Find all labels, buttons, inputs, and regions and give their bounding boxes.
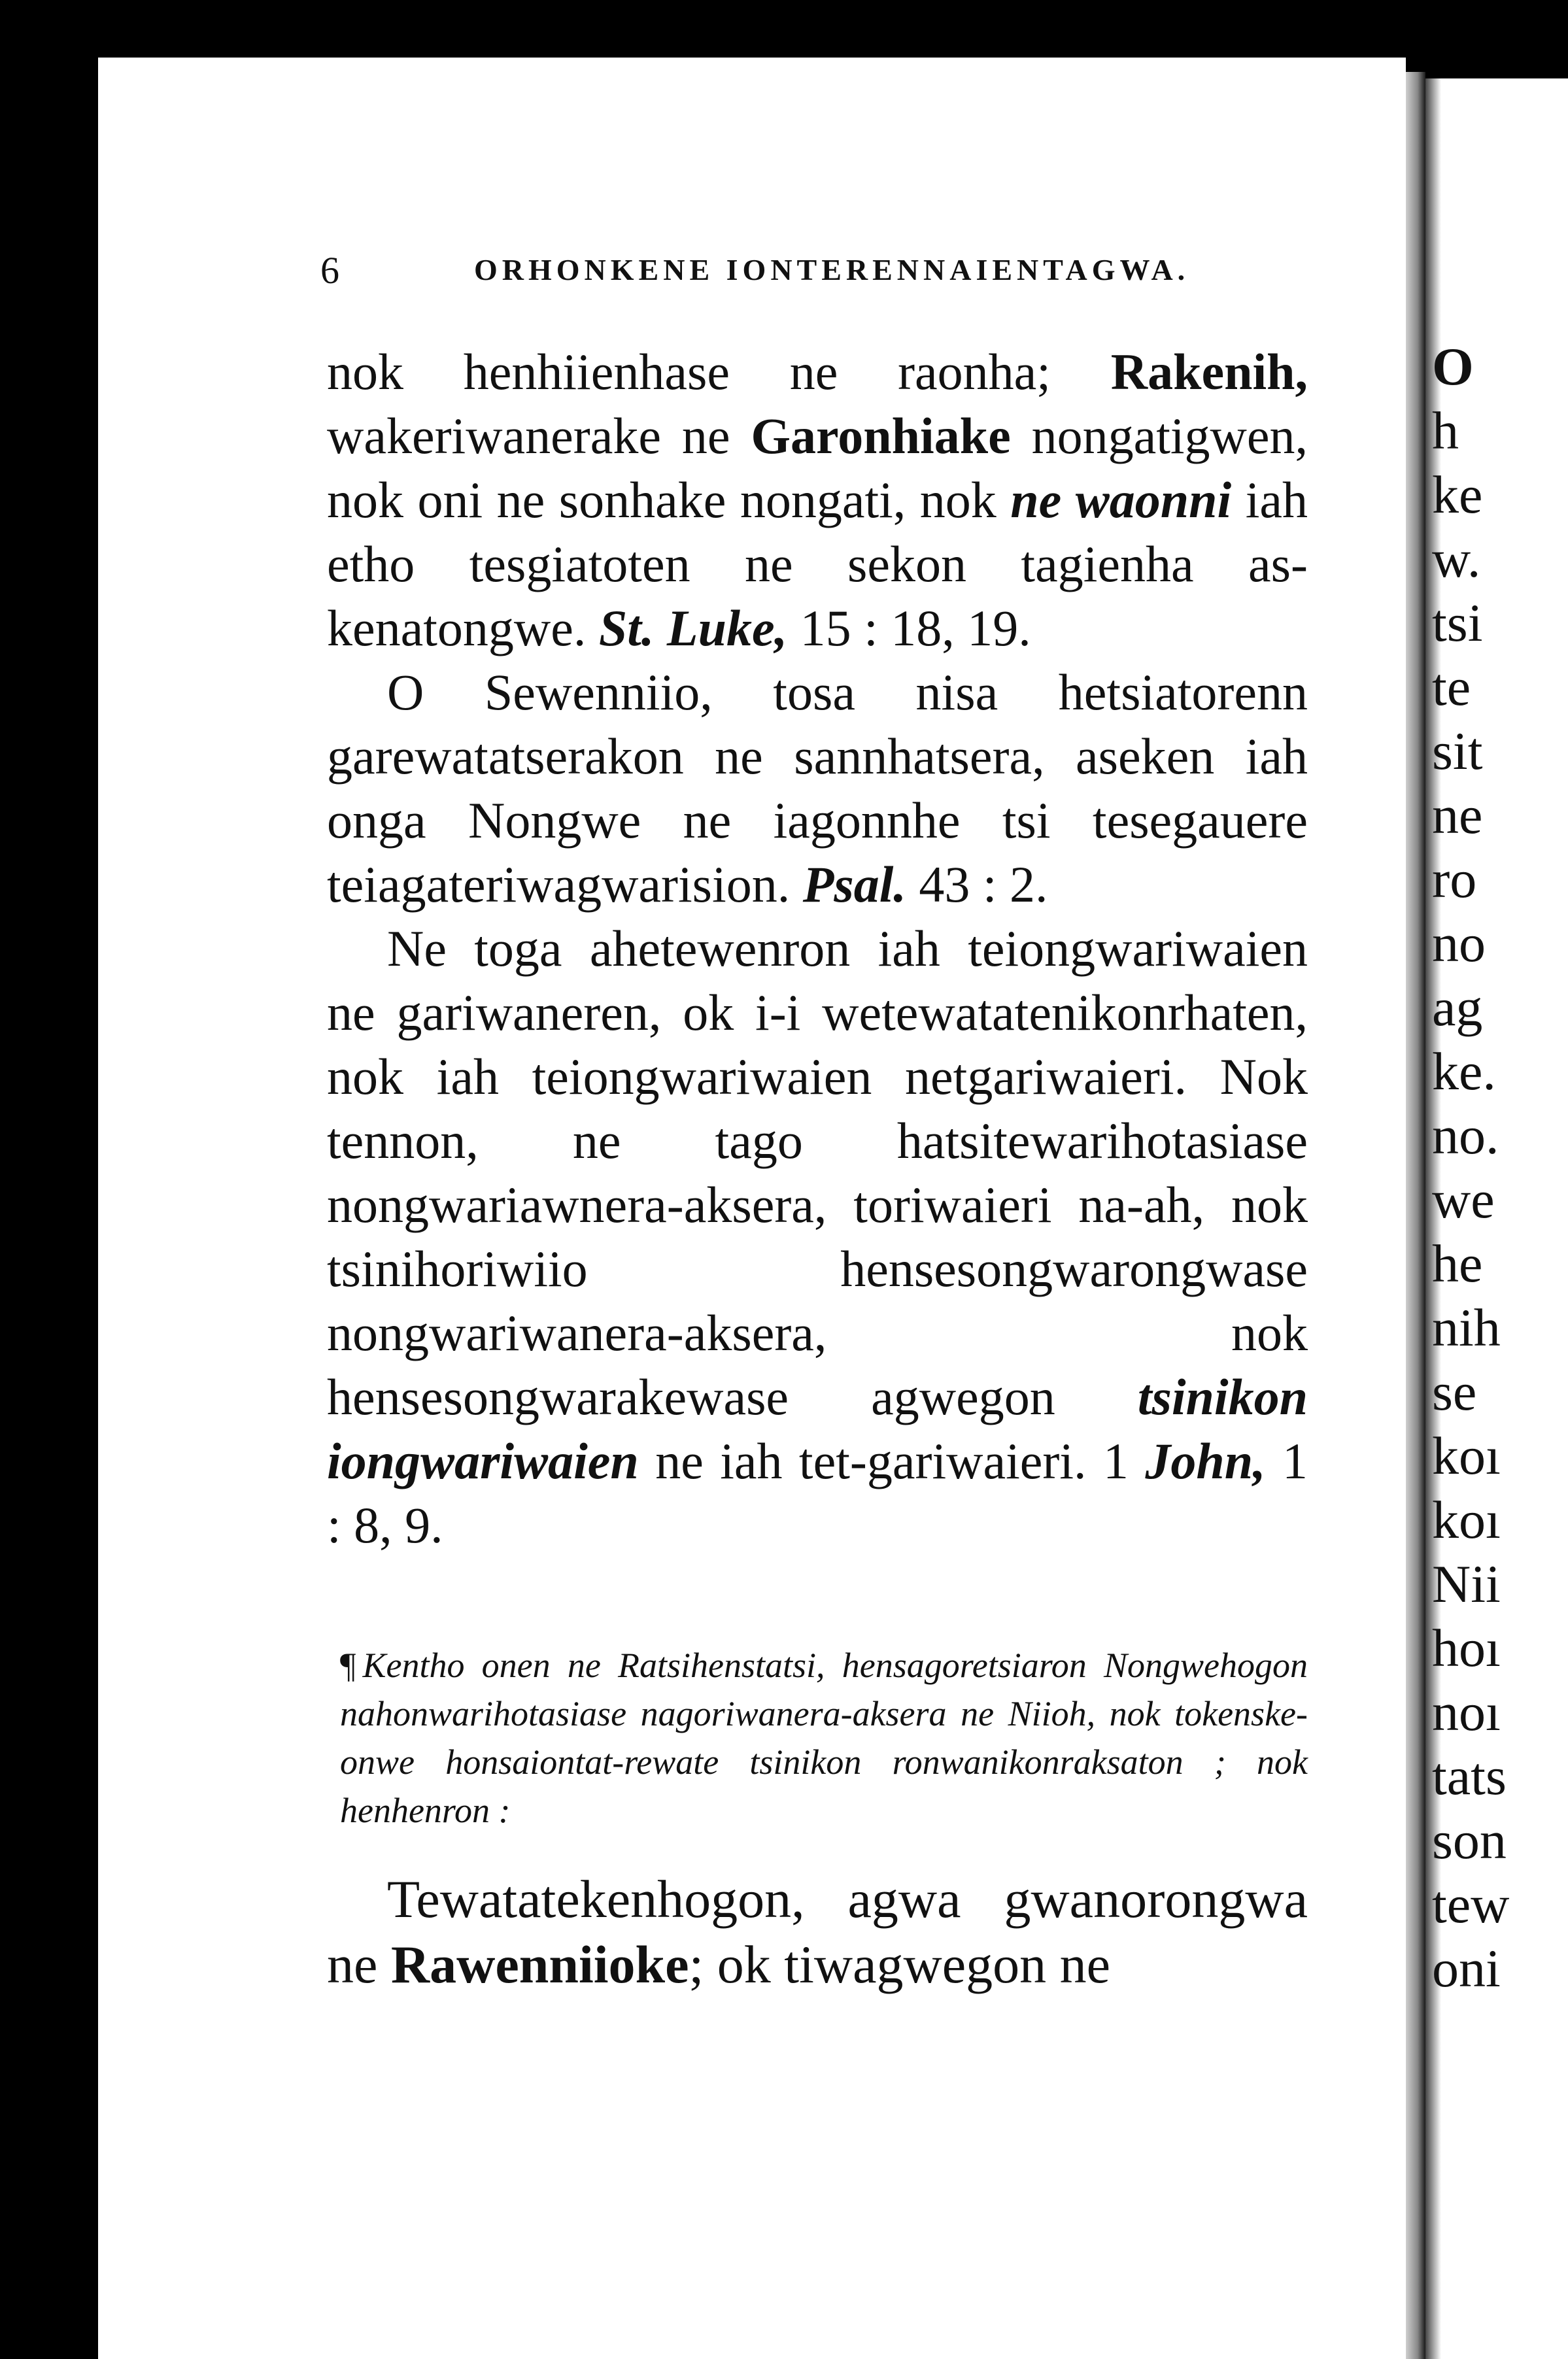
scripture-reference: St. Luke, bbox=[598, 600, 788, 656]
facing-page-fragment: koı bbox=[1432, 1490, 1501, 1550]
facing-page-fragment: O bbox=[1432, 337, 1474, 396]
facing-page-fragment: te bbox=[1432, 657, 1471, 717]
paragraph-1: nok henhiienhase ne raonha; Rakenih, wakeriwanerake ne Garonhiake nongatigwen, nok oni ne sonhake nongati, nok ne waonni iah etho tesgiatoten ne sekon tagienha as-kenatongwe. St. Luke, 15 : 18, 19. bbox=[327, 343, 1308, 656]
facing-page-fragment: ne bbox=[1432, 785, 1483, 845]
paragraph-2: O Sewenniio, tosa nisa hetsiatorenn garewatatserakon ne sannhatsera, aseken iah onga Nongwe ne iagonnhe tsi tesegauere teiagateriwagwarision. Psal. 43 : 2. bbox=[327, 664, 1308, 913]
facing-page-fragment: h bbox=[1432, 401, 1459, 460]
facing-page-fragment: nih bbox=[1432, 1298, 1501, 1357]
main-text bbox=[327, 340, 1308, 1557]
scripture-reference: Psal. bbox=[802, 856, 906, 913]
scripture-reference: John, bbox=[1145, 1433, 1266, 1489]
facing-page-fragment: he bbox=[1432, 1234, 1483, 1293]
facing-page-fragment: Nii bbox=[1432, 1554, 1501, 1614]
page-gutter-shadow bbox=[1406, 72, 1425, 2359]
facing-page-fragment: w. bbox=[1432, 529, 1481, 588]
paragraph-3: Ne toga ahetewenron iah teiongwariwaien ne gariwaneren, ok i-i wetewatatenikonrhaten, nok iah teiongwariwaien netgariwaieri. Nok tennon, ne tago hatsitewarihotasiase nongwariawnera-aksera, toriwaieri na-ah, nok tsinihoriwiio hensesongwarongwase nongwariwanera-aksera, nok hensesongwarakewase agwegon tsinikon iongwariwaien ne iah tet-gariwaieri. 1 John, 1 : 8, 9. bbox=[327, 920, 1308, 1553]
pilcrow-icon: ¶ bbox=[340, 1646, 356, 1685]
facing-page-fragment: se bbox=[1432, 1362, 1477, 1421]
facing-page-fragment: ke. bbox=[1432, 1042, 1496, 1101]
facing-page-fragment: tats bbox=[1432, 1746, 1507, 1806]
facing-page-fragment: ro bbox=[1432, 849, 1477, 909]
facing-page-fragment: ke bbox=[1432, 465, 1483, 524]
page-number: 6 bbox=[320, 249, 339, 292]
facing-page-fragment: tsi bbox=[1432, 593, 1483, 653]
facing-page-fragment: no bbox=[1432, 913, 1486, 973]
facing-page-fragment: oni bbox=[1432, 1939, 1501, 1998]
facing-page-fragment: son bbox=[1432, 1810, 1507, 1870]
facing-page-fragment: sit bbox=[1432, 721, 1483, 781]
facing-page-fragment: no. bbox=[1432, 1106, 1499, 1165]
facing-page-fragment: noı bbox=[1432, 1682, 1501, 1742]
rubric-instruction: ¶ Kentho onen ne Ratsihenstatsi, hensagoretsiaron Nongwehogon nahonwarihotasiase nagoriwanera-aksera ne Niioh, nok tokenske-onwe honsaiontat-rewate tsinikon ronwanikonraksaton ; nok henhenron : bbox=[340, 1646, 1308, 1830]
facing-page-fragment: hoı bbox=[1432, 1618, 1501, 1678]
running-title: ORHONKENE IONTERENNAIENTAGWA. bbox=[474, 253, 1190, 286]
facing-page-fragment: ag bbox=[1432, 977, 1483, 1037]
facing-page-fragment: we bbox=[1432, 1170, 1495, 1229]
page-header bbox=[320, 248, 1308, 294]
closing-paragraph: Tewatatekenhogon, agwa gwanorongwa ne Rawenniioke; ok tiwagwegon ne bbox=[327, 1869, 1308, 1994]
facing-page-fragment: tew bbox=[1432, 1875, 1510, 1934]
facing-page-fragment: koı bbox=[1432, 1426, 1501, 1485]
